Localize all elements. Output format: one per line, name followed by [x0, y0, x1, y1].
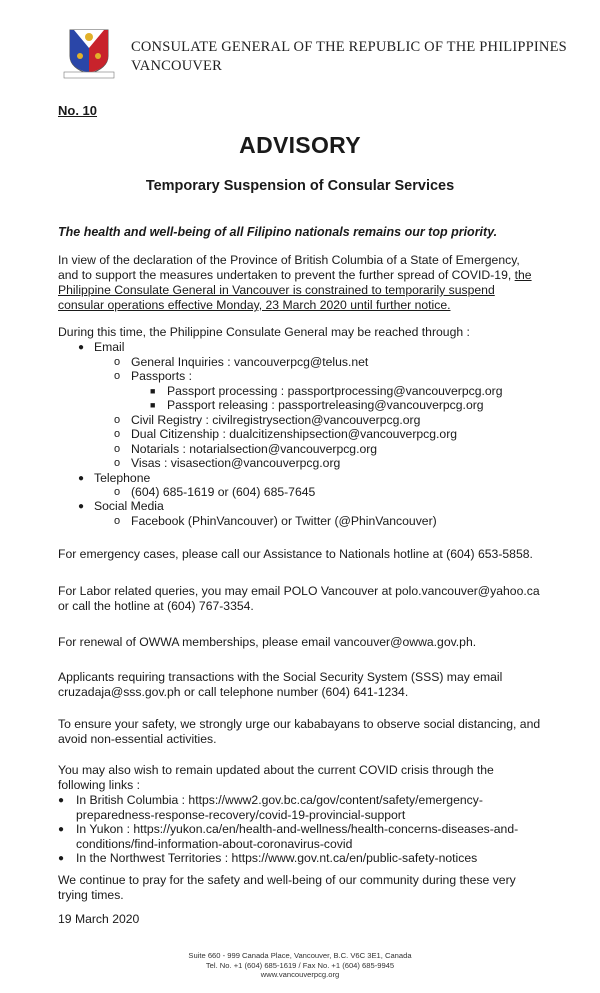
- circle-bullet-icon: o: [114, 457, 121, 469]
- circle-bullet-icon: o: [114, 515, 121, 527]
- list-item-social: Social Media: [94, 499, 164, 513]
- safety-paragraph: To ensure your safety, we strongly urge our kababayans to observe social distancing, and avoid non-essential activities.: [58, 717, 541, 746]
- org-name: CONSULATE GENERAL OF THE REPUBLIC OF THE PHILIPPINES: [131, 39, 567, 55]
- bullet-icon: ●: [58, 824, 65, 835]
- list-item-visas: Visas : visasection@vancouverpcg.org: [131, 456, 341, 470]
- advisory-number: No. 10: [58, 103, 98, 118]
- footer-website: www.vancouverpcg.org: [260, 970, 340, 979]
- advisory-title: ADVISORY: [239, 132, 361, 158]
- link-british-columbia: In British Columbia : https://www2.gov.bc.ca/gov/content/safety/emergency-: [76, 793, 483, 807]
- list-item-dual: Dual Citizenship : dualcitizenshipsection@vancouverpcg.org: [131, 427, 458, 441]
- emergency-paragraph: For emergency cases, please call our Assistance to Nationals hotline at (604) 653-5858.: [58, 547, 533, 561]
- labor-paragraph: For Labor related queries, you may email POLO Vancouver at polo.vancouver@yahoo.ca or call the hotline at (604) 767-3354.: [58, 584, 540, 613]
- sss-paragraph: Applicants requiring transactions with the Social Security System (SSS) may email cruzadaja@sss.gov.ph or call telephone number (604) 641-1234.: [58, 670, 503, 699]
- circle-bullet-icon: o: [114, 428, 121, 440]
- list-item-civil: Civil Registry : civilregistrysection@vancouverpcg.org: [131, 413, 421, 427]
- link-yukon: In Yukon : https://yukon.ca/en/health-and-wellness/health-concerns-diseases-and-: [76, 822, 519, 836]
- link-british-columbia-cont: preparedness-response-recovery/covid-19-provincial-support: [76, 808, 406, 822]
- circle-bullet-icon: o: [114, 443, 121, 455]
- bullet-icon: ●: [78, 501, 85, 512]
- bullet-icon: ●: [58, 795, 65, 806]
- bullet-icon: ●: [78, 342, 85, 353]
- list-item-passport-releasing: Passport releasing : passportreleasing@vancouverpcg.org: [167, 398, 484, 412]
- circle-bullet-icon: o: [114, 414, 121, 426]
- square-bullet-icon: ■: [150, 400, 156, 410]
- footer-phone: Tel. No. +1 (604) 685-1619 / Fax No. +1 (604) 685-9945: [205, 960, 395, 970]
- consulate-header: [131, 38, 567, 76]
- consulate-footer: [0, 951, 600, 980]
- reach-intro: During this time, the Philippine Consulate General may be reached through :: [58, 325, 470, 339]
- philippine-seal-logo: [60, 26, 118, 80]
- list-item-notarials: Notarials : notarialsection@vancouverpcg.org: [131, 442, 378, 456]
- circle-bullet-icon: o: [114, 356, 121, 368]
- list-item-telephone: Telephone: [94, 471, 151, 485]
- list-item-passport-processing: Passport processing : passportprocessing@vancouverpcg.org: [167, 384, 503, 398]
- link-yukon-cont: conditions/find-information-about-coronavirus-covid: [76, 837, 353, 851]
- closing-paragraph: We continue to pray for the safety and well-being of our community during these very trying times.: [58, 873, 516, 902]
- link-northwest-territories: In the Northwest Territories : https://www.gov.nt.ca/en/public-safety-notices: [76, 851, 478, 865]
- bullet-icon: ●: [58, 853, 65, 864]
- circle-bullet-icon: o: [114, 486, 121, 498]
- bullet-icon: ●: [78, 473, 85, 484]
- list-item-email: Email: [94, 340, 125, 354]
- intro-paragraph: In view of the declaration of the Province of British Columbia of a State of Emergency, and to support the measures undertaken to prevent the further spread of COVID-19, the Philippine Consulate General in Vancouver is constrained to temporarily suspend consular operations effective Monday, 23 March 2020 until further notice.: [58, 253, 532, 312]
- updates-paragraph: You may also wish to remain updated about the current COVID crisis through the following links :: [58, 763, 494, 792]
- circle-bullet-icon: o: [114, 370, 121, 382]
- lead-statement: The health and well-being of all Filipino nationals remains our top priority.: [58, 225, 498, 239]
- footer-address: Suite 660 - 999 Canada Place, Vancouver, B.C. V6C 3E1, Canada: [188, 951, 412, 960]
- org-city: VANCOUVER: [131, 58, 222, 74]
- square-bullet-icon: ■: [150, 386, 156, 396]
- list-item-social-handles: Facebook (PhinVancouver) or Twitter (@PhinVancouver): [131, 514, 437, 528]
- list-item-passports: Passports :: [131, 369, 192, 383]
- advisory-date: 19 March 2020: [58, 912, 140, 926]
- list-item-general: General Inquiries : vancouverpcg@telus.net: [131, 355, 369, 369]
- advisory-subtitle: Temporary Suspension of Consular Services: [145, 178, 455, 194]
- list-item-phones: (604) 685-1619 or (604) 685-7645: [131, 485, 316, 499]
- owwa-paragraph: For renewal of OWWA memberships, please email vancouver@owwa.gov.ph.: [58, 635, 477, 649]
